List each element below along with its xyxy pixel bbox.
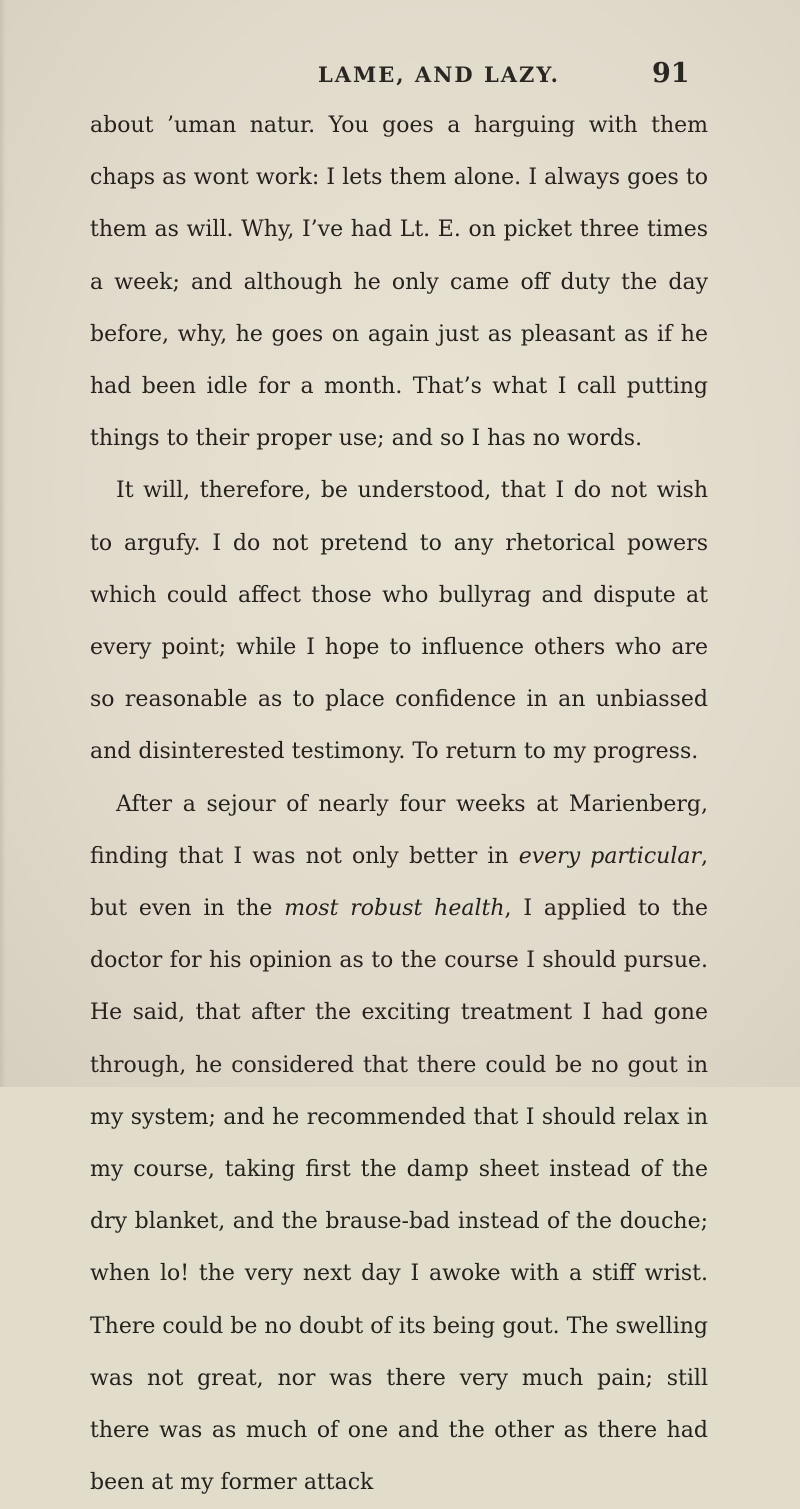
italic-text-run: every particular xyxy=(518,843,701,869)
text-run: about ’uman natur. You goes a harguing with them chaps as wont work: I lets them alone. I always goes to them as will. Why, I’ve had Lt. E. on picket three times a week; and although he only came off duty the day before, why, he goes on again just as pleasant as if he had been idle for a month. That’s what I call putting things to their proper use; and so I has no words. xyxy=(90,113,708,452)
running-head xyxy=(0,58,800,88)
page-edge-shadow xyxy=(0,0,6,1087)
text-run: It will, therefore, be understood, that I do not wish to argufy. I do not pretend to any rhetorical powers which could affect those who bullyrag and dispute at every point; while I hope to influence others who are so reasonable as to place confidence in an unbiassed and disinterested testimony. To return to my progress. xyxy=(90,478,708,765)
text-run: , but even in the xyxy=(90,843,708,922)
text-run: After a sejour of nearly four weeks at Marienberg, finding that I was not only better in xyxy=(90,791,708,869)
paragraph xyxy=(90,100,708,465)
running-head-title: LAME, AND LAZY. xyxy=(318,62,560,87)
paragraph xyxy=(90,465,708,778)
paragraph xyxy=(90,779,708,1509)
italic-text-run: most robust health xyxy=(284,896,505,922)
page-number: 91 xyxy=(652,58,690,89)
body-text xyxy=(90,100,708,1509)
text-run: , I applied to the doctor for his opinion as to the course I should pursue. He said, that after the exciting treatment I had gone through, he considered that there could be no gout in my system; and he recommended that I should relax in my course, taking first the damp sheet instead of the dry blanket, and the brause-bad instead of the douche; when lo! the very next day I awoke with a stiff wrist. There could be no doubt of its being gout. The swelling was not great, nor was there very much pain; still there was as much of one and the other as there had been at my former attack xyxy=(90,896,709,1496)
